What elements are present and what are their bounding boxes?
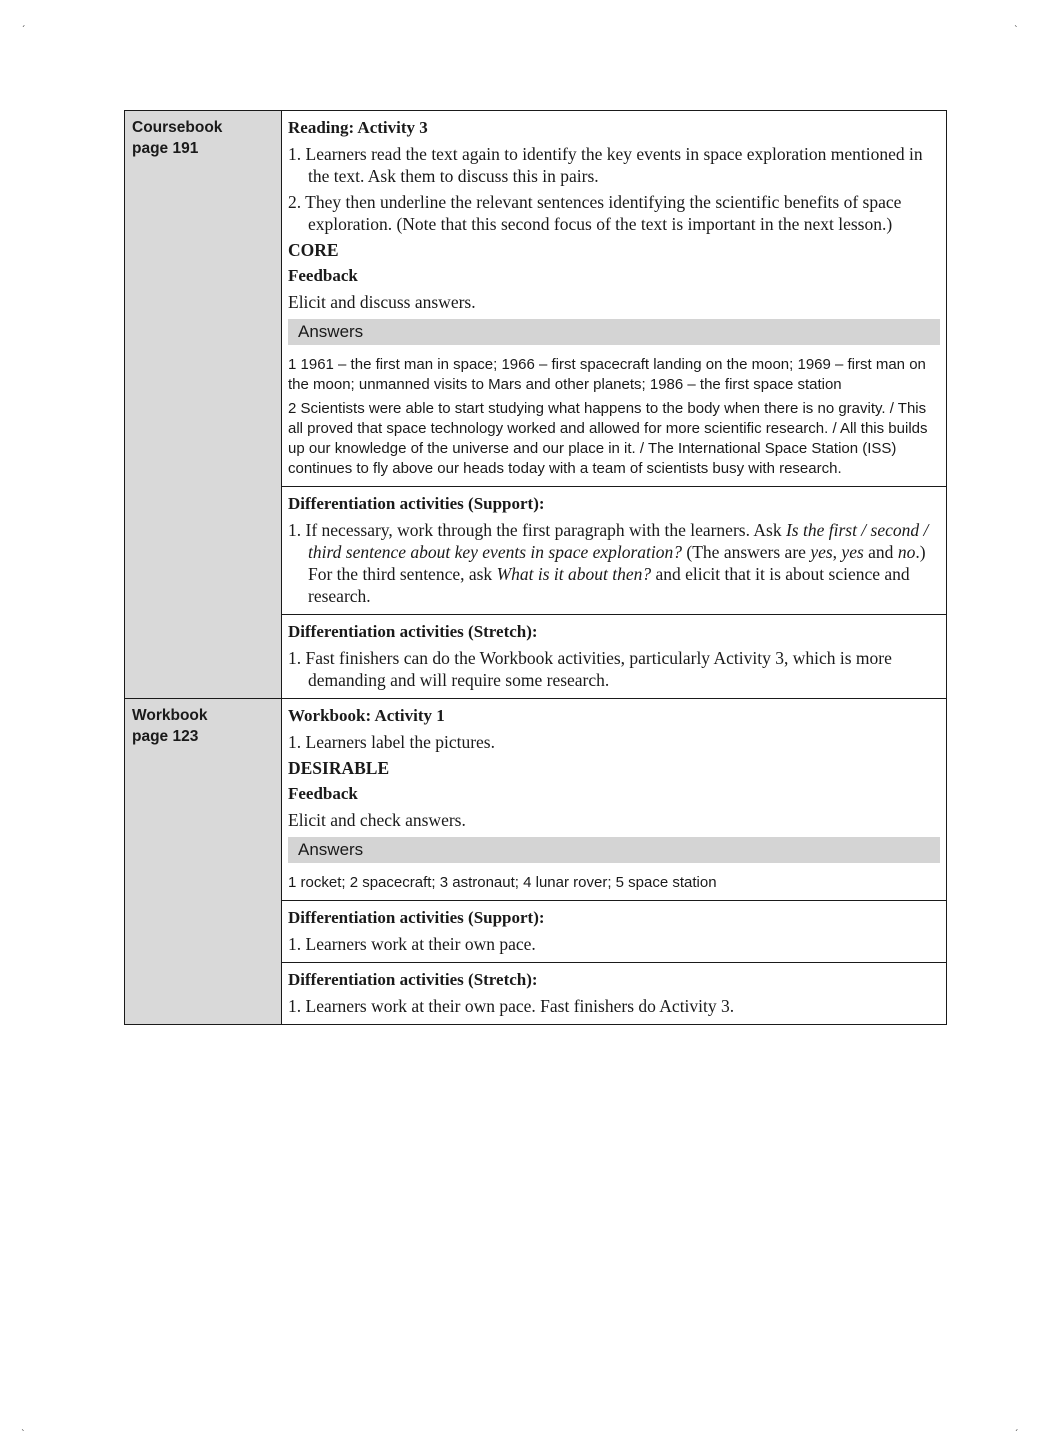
answer-item: 2 Scientists were able to start studying what happens to the body when there is no gravity. / This all proved that space technology worked and allowed for more scientific research. / All this builds up our knowledge of the universe and our place in it. / The International Space Station (ISS) continues to fly above our heads today with a team of scientists busy with research.	[288, 400, 928, 477]
crop-mark-top-left: ˏ	[21, 18, 26, 28]
reference-cell-coursebook	[125, 111, 282, 698]
reference-page: page 123	[132, 728, 199, 745]
lesson-plan-table	[124, 110, 947, 1025]
support-heading: Differentiation activities (Support):	[288, 494, 545, 513]
step-item: 1. Learners label the pictures.	[288, 732, 495, 752]
feedback-heading: Feedback	[288, 266, 358, 285]
crop-mark-bottom-left: ˎ	[21, 1422, 26, 1432]
feedback-text: Elicit and discuss answers.	[288, 292, 476, 312]
reference-title: Coursebook	[132, 119, 223, 136]
answer-item: 1 1961 – the first man in space; 1966 – first spacecraft landing on the moon; 1969 – first man on the moon; unmanned visits to Mars and other planets; 1986 – the first space station	[288, 356, 926, 393]
crop-mark-top-right: ˎ	[1014, 18, 1019, 28]
support-heading: Differentiation activities (Support):	[288, 908, 545, 927]
activity-block	[282, 699, 946, 900]
feedback-text: Elicit and check answers.	[288, 810, 466, 830]
level-label: CORE	[288, 240, 339, 260]
answers-header: Answers	[288, 319, 940, 345]
answer-item: 1 rocket; 2 spacecraft; 3 astronaut; 4 lunar rover; 5 space station	[288, 874, 717, 891]
activity-block	[282, 111, 946, 486]
stretch-block	[282, 614, 946, 698]
support-block	[282, 486, 946, 614]
support-item: 1. If necessary, work through the first paragraph with the learners. Ask Is the first / second / third sentence about key events in space exploration? (The answers are yes, yes and no.) For the third sentence, ask What is it about then? and elicit that it is about science and research.	[288, 520, 929, 606]
reference-page: page 191	[132, 140, 199, 157]
reference-title: Workbook	[132, 707, 208, 724]
reference-cell-workbook	[125, 698, 282, 1024]
feedback-heading: Feedback	[288, 784, 358, 803]
content-cell-workbook	[282, 698, 946, 1024]
stretch-item: 1. Fast finishers can do the Workbook activities, particularly Activity 3, which is more demanding and will require some research.	[288, 648, 892, 690]
stretch-item: 1. Learners work at their own pace. Fast finishers do Activity 3.	[288, 996, 735, 1016]
stretch-block	[282, 962, 946, 1024]
crop-mark-bottom-right: ˏ	[1014, 1422, 1019, 1432]
level-label: DESIRABLE	[288, 758, 390, 778]
activity-heading: Reading: Activity 3	[288, 118, 428, 137]
stretch-heading: Differentiation activities (Stretch):	[288, 970, 538, 989]
support-block	[282, 900, 946, 962]
content-cell-coursebook	[282, 111, 946, 698]
step-item: 1. Learners read the text again to identify the key events in space exploration mentioned in the text. Ask them to discuss this in pairs.	[288, 144, 923, 186]
step-item: 2. They then underline the relevant sentences identifying the scientific benefits of space exploration. (Note that this second focus of the text is important in the next lesson.)	[288, 192, 902, 234]
answers-header: Answers	[288, 837, 940, 863]
activity-heading: Workbook: Activity 1	[288, 706, 445, 725]
stretch-heading: Differentiation activities (Stretch):	[288, 622, 538, 641]
support-item: 1. Learners work at their own pace.	[288, 934, 536, 954]
